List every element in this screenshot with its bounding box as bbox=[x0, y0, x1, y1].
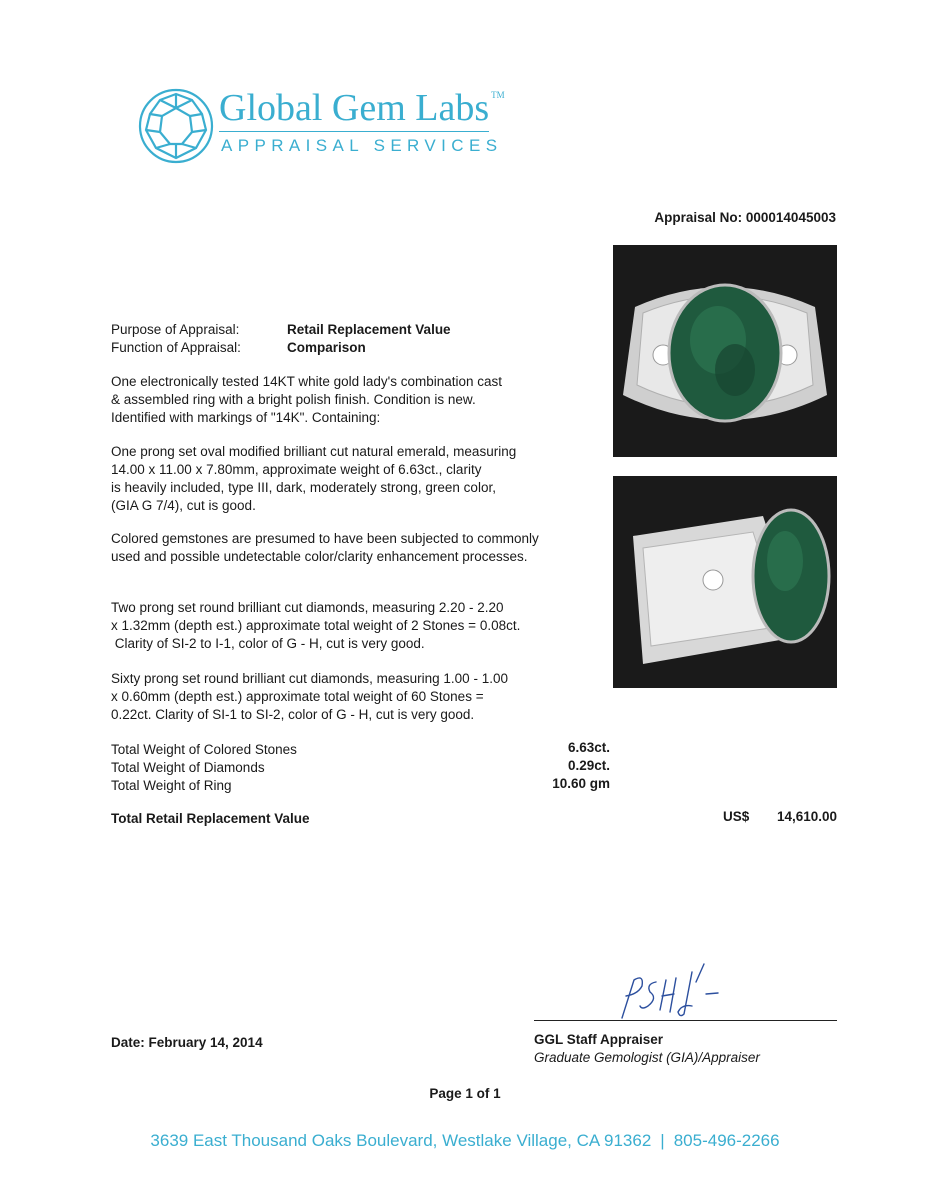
total-diamonds-value: 0.29ct. bbox=[567, 758, 610, 773]
sixty-diamonds-line: 0.22ct. Clarity of SI-1 to SI-2, color of G - H, cut is very good. bbox=[111, 707, 475, 722]
total-ring-value: 10.60 gm bbox=[552, 776, 610, 791]
trademark: TM bbox=[491, 90, 505, 100]
sixty-diamonds-description bbox=[111, 670, 606, 724]
total-value-currency: US$ bbox=[723, 809, 750, 824]
gemstones-line: Colored gemstones are presumed to have been subjected to commonly bbox=[111, 531, 539, 546]
ring-photo-side bbox=[613, 476, 837, 688]
footer-address: 3639 East Thousand Oaks Boulevard, Westlake Village, CA 91362 bbox=[150, 1131, 652, 1150]
sixty-diamonds-line: x 0.60mm (depth est.) approximate total weight of 60 Stones = bbox=[111, 689, 484, 704]
gemstones-notice bbox=[111, 530, 606, 566]
emerald-description bbox=[111, 443, 606, 515]
total-diamonds-label: Total Weight of Diamonds bbox=[111, 760, 265, 775]
two-diamonds-line: Clarity of SI-2 to I-1, color of G - H, cut is very good. bbox=[111, 636, 425, 651]
sixty-diamonds-line: Sixty prong set round brilliant cut diamonds, measuring 1.00 - 1.00 bbox=[111, 671, 508, 686]
emerald-line: is heavily included, type III, dark, moderately strong, green color, bbox=[111, 480, 496, 495]
appraisal-date: Date: February 14, 2014 bbox=[111, 1035, 263, 1050]
emerald-line: (GIA G 7/4), cut is good. bbox=[111, 498, 256, 513]
appraiser-title: Graduate Gemologist (GIA)/Appraiser bbox=[534, 1050, 760, 1065]
gemstones-line: used and possible undetectable color/clarity enhancement processes. bbox=[111, 549, 528, 564]
page-number: Page 1 of 1 bbox=[429, 1086, 501, 1101]
brand-tagline: APPRAISAL SERVICES bbox=[221, 136, 503, 155]
total-colored-stones-value: 6.63ct. bbox=[567, 740, 610, 755]
purpose-value: Retail Replacement Value bbox=[287, 322, 451, 337]
ring-line: Identified with markings of "14K". Containing: bbox=[111, 410, 381, 425]
total-value-label: Total Retail Replacement Value bbox=[111, 811, 310, 826]
emerald-line: 14.00 x 11.00 x 7.80mm, approximate weight of 6.63ct., clarity bbox=[111, 462, 482, 477]
signature-line bbox=[534, 1020, 837, 1021]
ring-line: One electronically tested 14KT white gold lady's combination cast bbox=[111, 374, 503, 389]
appraisal-number: Appraisal No: 000014045003 bbox=[654, 210, 836, 225]
function-value: Comparison bbox=[287, 340, 366, 355]
function-label: Function of Appraisal: bbox=[111, 340, 241, 355]
emerald-line: One prong set oval modified brilliant cut natural emerald, measuring bbox=[111, 444, 517, 459]
two-diamonds-line: Two prong set round brilliant cut diamonds, measuring 2.20 - 2.20 bbox=[111, 600, 504, 615]
two-diamonds-line: x 1.32mm (depth est.) approximate total weight of 2 Stones = 0.08ct. bbox=[111, 618, 521, 633]
ring-line: & assembled ring with a bright polish finish. Condition is new. bbox=[111, 392, 476, 407]
ring-description bbox=[111, 373, 606, 427]
total-colored-stones-label: Total Weight of Colored Stones bbox=[111, 742, 297, 757]
purpose-label: Purpose of Appraisal: bbox=[111, 322, 240, 337]
brand-name: Global Gem Labs ™ bbox=[219, 87, 505, 129]
total-value-amount: 14,610.00 bbox=[776, 809, 837, 824]
two-diamonds-description bbox=[111, 599, 606, 653]
total-ring-label: Total Weight of Ring bbox=[111, 778, 232, 793]
appraiser-name: GGL Staff Appraiser bbox=[534, 1032, 664, 1047]
footer-separator: | bbox=[660, 1131, 665, 1150]
signature bbox=[600, 960, 740, 1024]
footer-contact bbox=[0, 1131, 930, 1151]
footer-phone: 805-496-2266 bbox=[673, 1131, 780, 1150]
ring-photo-front bbox=[613, 245, 837, 457]
gem-logo-icon bbox=[136, 86, 216, 166]
logo-divider bbox=[219, 131, 489, 132]
